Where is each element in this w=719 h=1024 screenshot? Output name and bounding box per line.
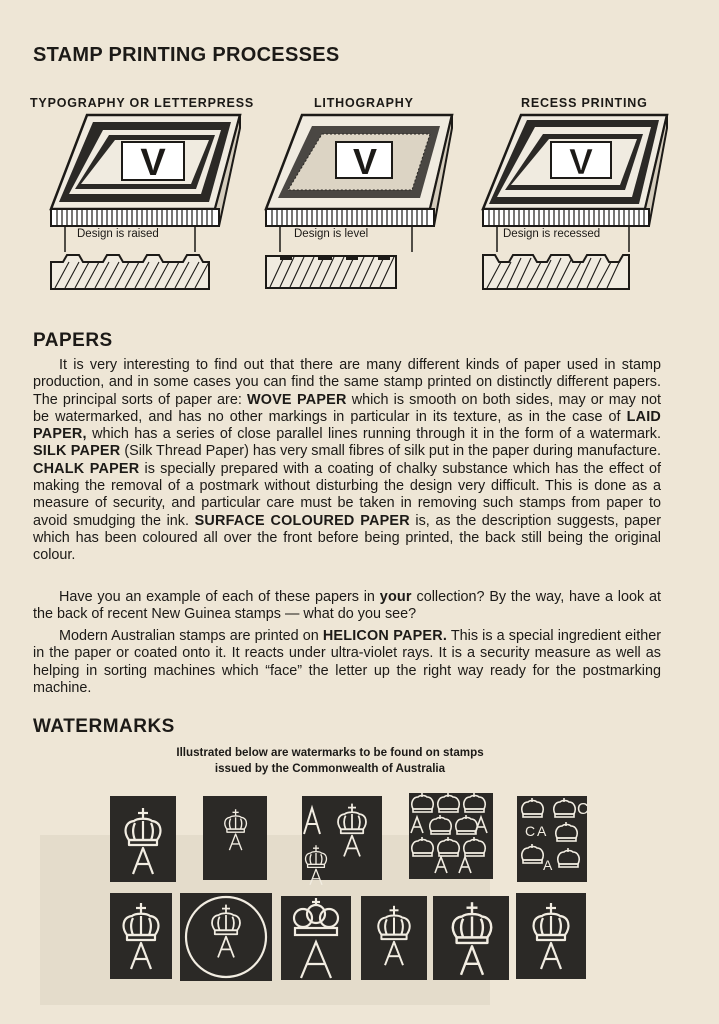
watermarks-heading: WATERMARKS — [33, 716, 175, 737]
watermark-crown-c-of-a — [517, 796, 587, 882]
caption-typography: Design is raised — [74, 228, 162, 240]
caption-lithography: Design is level — [291, 228, 371, 240]
papers-paragraph-3: Modern Australian stamps are printed on HELICON PAPER. This is a special ingredient either in the paper or coated onto it. It reacts under ultra-violet rays. It is a security measure as well as helping in sorting machines which “face” the letter up the right way ready for the postmarking machine. — [33, 628, 662, 696]
svg-text:C: C — [525, 823, 536, 839]
page-title: STAMP PRINTING PROCESSES — [33, 44, 340, 66]
watermarks-caption-line-1: Illustrated below are watermarks to be found on stamps — [176, 746, 484, 759]
svg-text:C: C — [577, 801, 589, 818]
process-label-typography: TYPOGRAPHY OR LETTERPRESS — [30, 96, 254, 110]
papers-paragraph-1: It is very interesting to find out that there are many different kinds of paper used in stamp production, and in some cases you can find the same stamp printed on distinctly different papers. The principal sorts of paper are: WOVE PAPER which is smooth on both sides, may or may not be watermarked, and has no other markings in particular in its texture, as in the case of LAID PAPER, which has a series of close parallel lines running through it in the form of a watermark. SILK PAPER (Silk Thread Paper) has very small fibres of silk put in the paper during manufacture. CHALK PAPER is specially prepared with a coating of chalky substance which has the effect of making the removal of a postmark without disturbing the design very difficult. This is done as a measure of security, and particular care must be taken in removing such stamps from paper to avoid smudging the ink. SURFACE COLOURED PAPER is, as the description suggests, paper which has been coloured all over the front before being printed, the back still being the original colour. — [33, 357, 662, 564]
bleed-through-text — [365, 42, 376, 79]
watermark-crown-a-multiple — [302, 796, 382, 880]
watermark-crown-a-row2-5 — [433, 896, 509, 980]
watermark-crown-a-wide — [281, 896, 351, 980]
process-label-recess: RECESS PRINTING — [521, 96, 648, 110]
watermark-crown-a-large — [110, 796, 176, 882]
lithography-plate-diagram — [262, 112, 462, 292]
watermarks-caption — [150, 745, 510, 777]
papers-paragraph-2: Have you an example of each of these papers in your collection? By the way, have a look at the back of recent New Guinea stamps — what do you see? — [33, 589, 661, 623]
svg-text:A: A — [537, 823, 547, 839]
recess-plate-diagram — [481, 112, 681, 292]
watermark-crown-a-circle — [180, 893, 272, 981]
watermark-crown-a-pattern — [409, 793, 493, 879]
watermark-crown-a-row2-4 — [361, 896, 427, 980]
plate-letter-v: V — [568, 141, 594, 182]
caption-recess: Design is recessed — [500, 228, 603, 240]
plate-letter-v: V — [352, 141, 378, 182]
watermark-crown-a-small — [203, 796, 267, 880]
papers-heading: PAPERS — [33, 330, 113, 351]
watermark-crown-a-row2-6 — [516, 893, 586, 979]
watermark-crown-a-row2-1 — [110, 893, 172, 979]
svg-text:A: A — [543, 857, 553, 873]
plate-letter-v: V — [140, 142, 166, 184]
process-label-lithography: LITHOGRAPHY — [314, 96, 414, 110]
watermarks-caption-line-2: issued by the Commonwealth of Australia — [214, 762, 446, 775]
typography-plate-diagram — [45, 112, 245, 292]
